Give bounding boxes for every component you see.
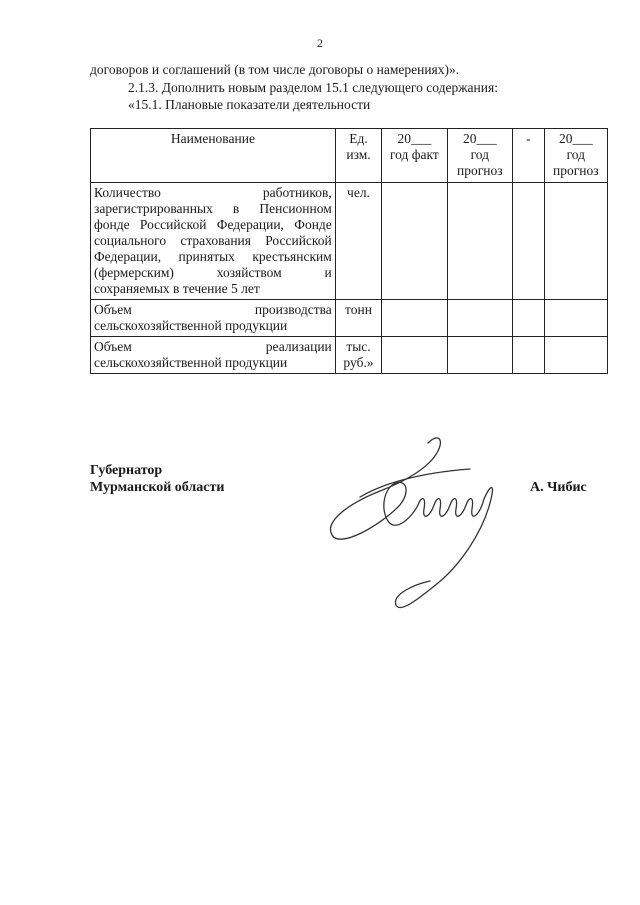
section-heading: «15.1. Плановые показатели деятельности [128,97,371,112]
signatory-title-line-2: Мурманской области [90,480,225,495]
header-name: Наименование [91,129,336,183]
header-year-forecast-1-label: год прогноз [457,147,503,178]
header-unit: Ед. изм. [335,129,381,183]
row-cell-empty [382,300,447,337]
header-year-fact [382,129,447,183]
row-unit: тыс. руб.» [335,337,381,374]
header-year-forecast-2 [544,129,607,183]
row-cell-empty [382,337,447,374]
row-unit: чел. [335,183,381,300]
row-cell-empty [513,300,545,337]
header-year-forecast-2-year: 20___ [558,131,593,146]
row-cell-empty [513,337,545,374]
signatory-title [90,462,224,496]
signatory-name: А. Чибис [530,480,587,495]
header-dash: - [513,129,545,183]
row-cell-empty [544,183,607,300]
header-year-forecast-1-year: 20___ [462,131,497,146]
header-year-forecast-1 [447,129,512,183]
row-cell-empty [513,183,545,300]
row-name: Объем производства сельскохозяйственной продукции [91,300,336,337]
table-header-row [91,129,608,183]
row-unit: тонн [335,300,381,337]
row-cell-empty [544,300,607,337]
header-year-fact-year: 20___ [397,131,432,146]
row-name: Количество работников, зарегистрированных в Пенсионном фонде Российской Федерации, Фонде социального страхования Российской Федерации, принятых крестьянским (фермерским) хозяйством и сохраняемых в течение 5 лет [91,183,336,300]
row-cell-empty [382,183,447,300]
row-cell-empty [544,337,607,374]
table-row [91,183,608,300]
header-year-fact-label: год факт [389,147,439,162]
row-cell-empty [447,337,512,374]
paragraph-line-2: 2.1.3. Дополнить новым разделом 15.1 следующего содержания: [128,80,498,95]
table-row [91,337,608,374]
handwritten-signature [320,425,520,620]
table-row [91,300,608,337]
page-number: 2 [317,36,323,50]
paragraph-line-1: договоров и соглашений (в том числе договоры о намерениях)». [90,62,460,77]
row-cell-empty [447,300,512,337]
row-name: Объем реализации сельскохозяйственной продукции [91,337,336,374]
plan-indicators-table [90,128,608,374]
header-year-forecast-2-label: год прогноз [553,147,599,178]
row-cell-empty [447,183,512,300]
signatory-title-line-1: Губернатор [90,463,163,478]
